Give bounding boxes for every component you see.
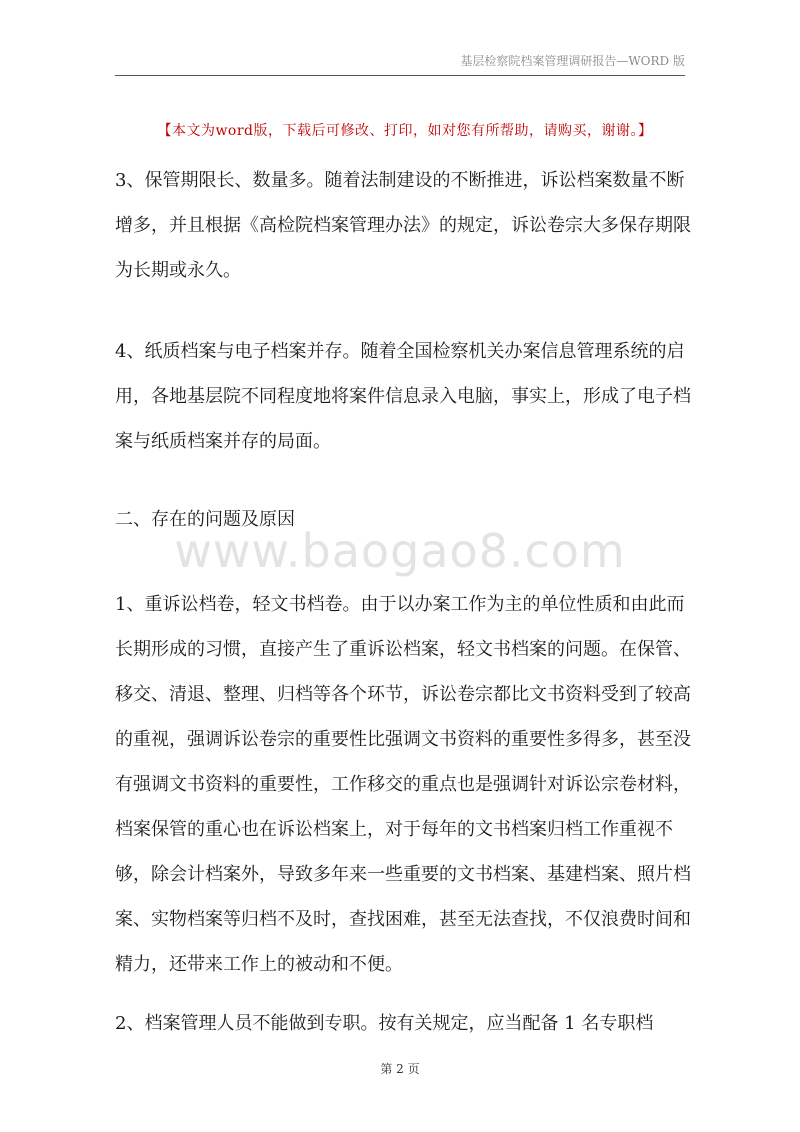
page-number: 第 2 页 <box>380 1062 420 1076</box>
page-header: 基层检察院档案管理调研报告—WORD 版 <box>460 54 685 68</box>
header-divider <box>115 75 685 76</box>
paragraph-1: 1、重诉讼档卷，轻文书档卷。由于以办案工作为主的单位性质和由此而长期形成的习惯，直接产生了重诉讼档案，轻文书档案的问题。在保管、移交、清退、整理、归档等各个环节，诉讼卷宗都比文书资料受到了较高的重视，强调诉讼卷宗的重要性比强调文书资料的重要性多得多，甚至没有强调文书资料的重要性，工作移交的重点也是强调针对诉讼宗卷材料，档案保管的重心也在诉讼档案上，对于每年的文书档案归档工作重视不够，除会计档案外，导致多年来一些重要的文书档案、基建档案、照片档案、实物档案等归档不及时，查找困难，甚至无法查找，不仅浪费时间和精力，还带来工作上的被动和不便。 <box>115 594 691 975</box>
paragraph-4: 4、纸质档案与电子档案并存。随着全国检察机关办案信息管理系统的启用，各地基层院不同程度地将案件信息录入电脑，事实上，形成了电子档案与纸质档案并存的局面。 <box>115 341 691 452</box>
watermark: www.baogao8.com <box>174 524 626 578</box>
download-notice: 【本文为word版，下载后可修改、打印，如对您有所帮助，请购买，谢谢。】 <box>157 123 653 139</box>
paragraph-2: 2、档案管理人员不能做到专职。按有关规定，应当配备 1 名专职档 <box>115 1013 654 1034</box>
paragraph-3: 3、保管期限长、数量多。随着法制建设的不断推进，诉讼档案数量不断增多，并且根据《高检院档案管理办法》的规定，诉讼卷宗大多保存期限为长期或永久。 <box>115 170 691 281</box>
section-heading: 二、存在的问题及原因 <box>115 509 295 530</box>
